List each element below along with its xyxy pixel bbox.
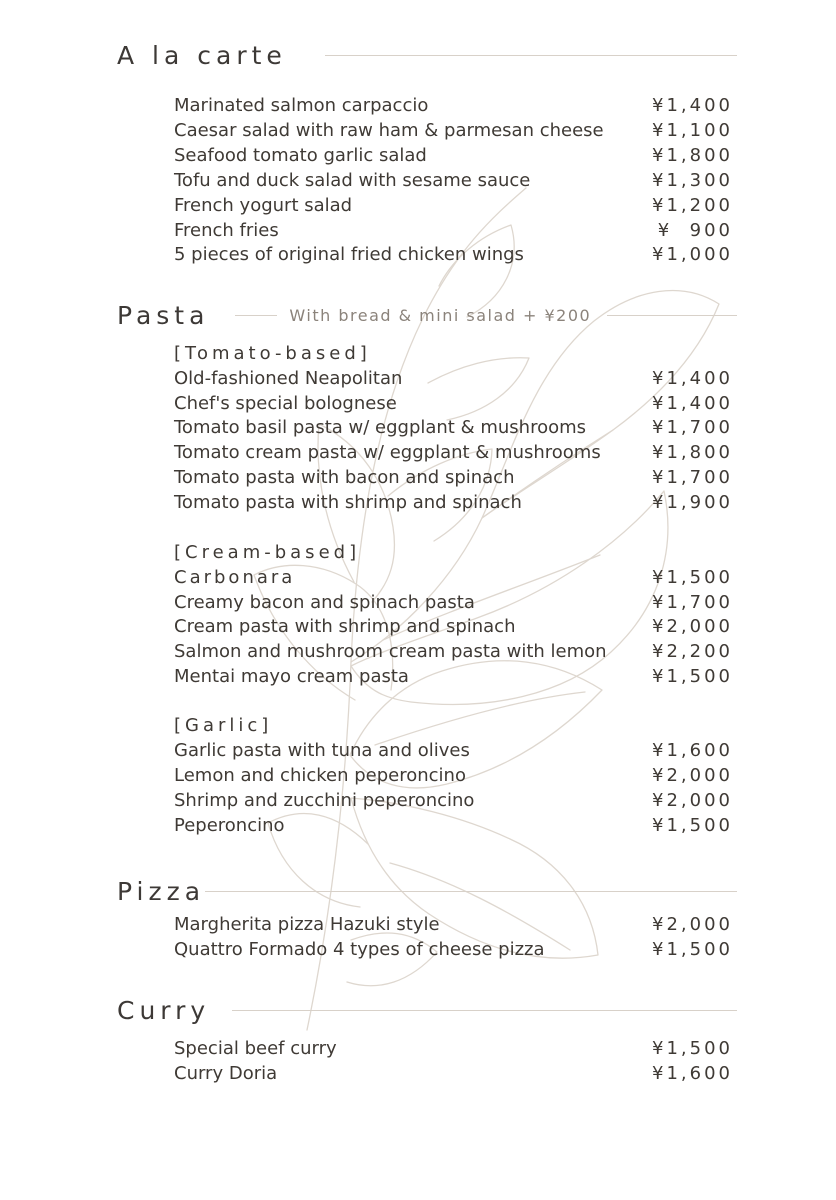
subheading-tomato-based bbox=[174, 341, 733, 366]
subheading-label: [Tomato-based] bbox=[174, 343, 371, 364]
section-title: A la carte bbox=[117, 40, 287, 70]
item-price: ¥ 900 bbox=[657, 220, 733, 241]
item-name: Salmon and mushroom cream pasta with lemon bbox=[174, 641, 607, 662]
item-name: Tofu and duck salad with sesame sauce bbox=[174, 170, 531, 191]
section-heading-pizza bbox=[117, 876, 737, 906]
item-price: ¥1,400 bbox=[652, 368, 733, 389]
section-title: Pizza bbox=[117, 876, 206, 906]
subheading-label: [Garlic] bbox=[174, 715, 273, 736]
item-price: ¥1,500 bbox=[652, 939, 733, 960]
menu-item bbox=[174, 1036, 733, 1061]
menu-item bbox=[174, 664, 733, 689]
menu-item bbox=[174, 937, 733, 962]
item-price: ¥1,200 bbox=[652, 195, 733, 216]
item-price: ¥1,500 bbox=[652, 666, 733, 687]
menu-item bbox=[174, 912, 733, 937]
section-heading-a-la-carte bbox=[117, 40, 737, 70]
item-price: ¥1,600 bbox=[652, 1063, 733, 1084]
item-name: Marinated salmon carpaccio bbox=[174, 95, 429, 116]
item-name: Curry Doria bbox=[174, 1063, 278, 1084]
menu-item bbox=[174, 366, 733, 391]
menu-item bbox=[174, 168, 733, 193]
section-heading-curry bbox=[117, 995, 737, 1025]
menu-item bbox=[174, 415, 733, 440]
item-price: ¥2,200 bbox=[652, 641, 733, 662]
menu-item bbox=[174, 391, 733, 416]
item-name: Special beef curry bbox=[174, 1038, 337, 1059]
item-name: Tomato pasta with bacon and spinach bbox=[174, 467, 515, 488]
item-price: ¥1,500 bbox=[652, 1038, 733, 1059]
item-name: Quattro Formado 4 types of cheese pizza bbox=[174, 939, 545, 960]
item-price: ¥2,000 bbox=[652, 790, 733, 811]
menu-item bbox=[174, 143, 733, 168]
item-name: Tomato basil pasta w/ eggplant & mushrooms bbox=[174, 417, 587, 438]
item-name: Creamy bacon and spinach pasta bbox=[174, 592, 475, 613]
item-price: ¥2,000 bbox=[652, 616, 733, 637]
item-name: French fries bbox=[174, 220, 279, 241]
item-price: ¥1,500 bbox=[652, 815, 733, 836]
item-name: 5 pieces of original fried chicken wings bbox=[174, 244, 524, 265]
item-price: ¥1,000 bbox=[652, 244, 733, 265]
menu-item bbox=[174, 614, 733, 639]
item-name: Shrimp and zucchini peperoncino bbox=[174, 790, 475, 811]
menu-item bbox=[174, 490, 733, 515]
menu-item bbox=[174, 193, 733, 218]
menu-item bbox=[174, 565, 733, 590]
menu-item bbox=[174, 738, 733, 763]
menu-item bbox=[174, 763, 733, 788]
pasta-side-note: With bread & mini salad + ¥200 bbox=[289, 305, 592, 325]
item-name: Carbonara bbox=[174, 567, 296, 588]
section-title: Curry bbox=[117, 995, 211, 1025]
heading-rule bbox=[325, 55, 737, 56]
item-name: Tomato cream pasta w/ eggplant & mushrooms bbox=[174, 442, 601, 463]
item-name: Old-fashioned Neapolitan bbox=[174, 368, 403, 389]
heading-rule bbox=[232, 1010, 737, 1011]
item-name: French yogurt salad bbox=[174, 195, 353, 216]
item-price: ¥1,500 bbox=[652, 567, 733, 588]
item-price: ¥1,700 bbox=[652, 592, 733, 613]
item-name: Chef's special bolognese bbox=[174, 393, 397, 414]
menu-item bbox=[174, 93, 733, 118]
item-name: Tomato pasta with shrimp and spinach bbox=[174, 492, 522, 513]
menu-item bbox=[174, 1061, 733, 1086]
menu-item bbox=[174, 218, 733, 243]
item-price: ¥2,000 bbox=[652, 914, 733, 935]
item-price: ¥1,300 bbox=[652, 170, 733, 191]
subheading-cream-based bbox=[174, 540, 733, 565]
section-title: Pasta bbox=[117, 300, 210, 330]
menu-item bbox=[174, 788, 733, 813]
menu-item bbox=[174, 242, 733, 267]
item-name: Margherita pizza Hazuki style bbox=[174, 914, 440, 935]
item-name: Cream pasta with shrimp and spinach bbox=[174, 616, 516, 637]
item-price: ¥1,600 bbox=[652, 740, 733, 761]
menu-item bbox=[174, 118, 733, 143]
menu-item bbox=[174, 465, 733, 490]
subheading-garlic bbox=[174, 713, 733, 738]
item-price: ¥2,000 bbox=[652, 765, 733, 786]
heading-rule bbox=[607, 315, 737, 316]
heading-rule bbox=[235, 315, 277, 316]
item-name: Peperoncino bbox=[174, 815, 285, 836]
section-heading-pasta bbox=[117, 300, 737, 330]
item-name: Garlic pasta with tuna and olives bbox=[174, 740, 470, 761]
subheading-label: [Cream-based] bbox=[174, 542, 361, 563]
item-price: ¥1,800 bbox=[652, 442, 733, 463]
item-price: ¥1,900 bbox=[652, 492, 733, 513]
item-name: Seafood tomato garlic salad bbox=[174, 145, 427, 166]
menu-item bbox=[174, 813, 733, 838]
item-price: ¥1,700 bbox=[652, 417, 733, 438]
item-name: Lemon and chicken peperoncino bbox=[174, 765, 466, 786]
item-price: ¥1,400 bbox=[652, 393, 733, 414]
item-name: Caesar salad with raw ham & parmesan cheese bbox=[174, 120, 604, 141]
menu-item bbox=[174, 639, 733, 664]
menu-item bbox=[174, 440, 733, 465]
item-price: ¥1,700 bbox=[652, 467, 733, 488]
item-price: ¥1,100 bbox=[652, 120, 733, 141]
heading-rule bbox=[205, 891, 737, 892]
item-name: Mentai mayo cream pasta bbox=[174, 666, 409, 687]
menu-item bbox=[174, 590, 733, 615]
item-price: ¥1,400 bbox=[652, 95, 733, 116]
item-price: ¥1,800 bbox=[652, 145, 733, 166]
